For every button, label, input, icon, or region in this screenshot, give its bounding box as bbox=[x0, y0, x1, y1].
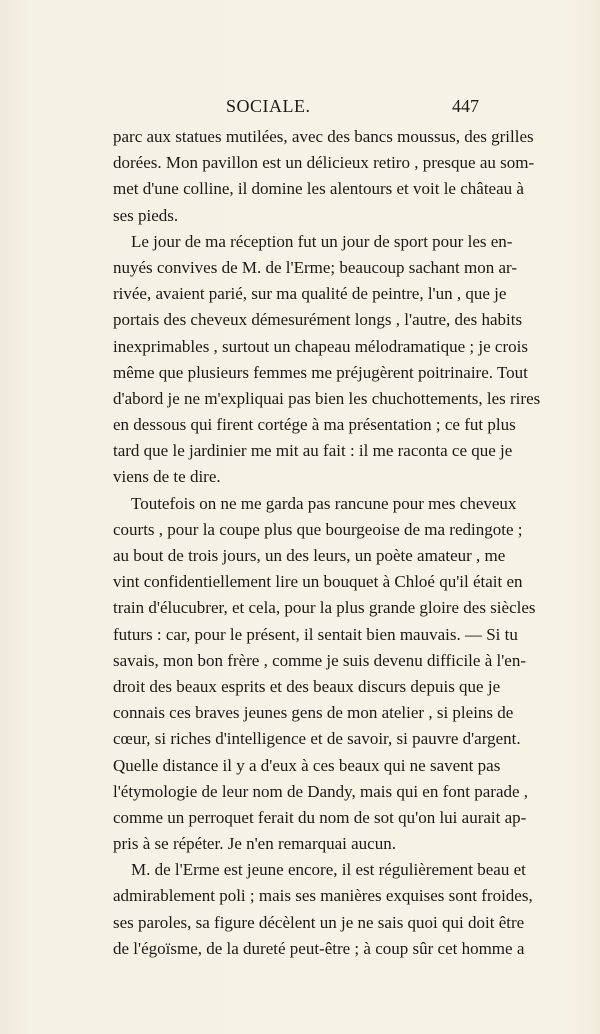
text-line: au bout de trois jours, un des leurs, un poète amateur , me bbox=[113, 546, 506, 565]
body-text bbox=[113, 124, 541, 962]
text-line: ses pieds. bbox=[113, 205, 179, 225]
text-line: admirablement poli ; mais ses manières exquises sont froides, bbox=[113, 886, 533, 906]
running-title: SOCIALE. bbox=[226, 96, 311, 116]
text-line: rivée, avaient parié, sur ma qualité de peintre, l'un , que je bbox=[113, 284, 507, 304]
text-line: pris à se répéter. Je n'en remarquai aucun. bbox=[113, 834, 396, 854]
text-line: connais ces braves jeunes gens de mon atelier , si pleins de bbox=[113, 703, 514, 723]
text-line: ses paroles, sa figure décèlent un je ne sais quoi qui doit être bbox=[113, 912, 525, 932]
text-line: dorées. Mon pavillon est un délicieux retiro , presque au som- bbox=[113, 153, 535, 173]
paragraph bbox=[113, 857, 533, 962]
text-line: Le jour de ma réception fut un jour de sport pour les en- bbox=[131, 231, 513, 251]
text-line: tard que le jardinier me mit au fait : il me raconta ce que je bbox=[113, 441, 513, 461]
text-line: savais, mon bon frère , comme je suis devenu difficile à l'en- bbox=[113, 650, 526, 670]
text-line: nuyés convives de M. de l'Erme; beaucoup sachant mon ar- bbox=[113, 257, 517, 277]
text-line: cœur, si riches d'intelligence et de savoir, si pauvre d'argent. bbox=[113, 729, 521, 749]
text-line: droit des beaux esprits et des beaux discurs depuis que je bbox=[113, 676, 501, 696]
paragraph bbox=[113, 229, 541, 491]
text-line: l'étymologie de leur nom de Dandy, mais qui en font parade , bbox=[113, 781, 529, 801]
text-line: Toutefois on ne me garda pas rancune pour mes cheveux bbox=[131, 493, 517, 513]
text-line: d'abord je ne m'expliquai pas bien les chuchottements, les rires bbox=[113, 388, 541, 408]
text-line: parc aux statues mutilées, avec des bancs moussus, des grilles bbox=[113, 127, 534, 146]
paragraph bbox=[113, 124, 535, 229]
page-number: 447 bbox=[452, 96, 479, 116]
text-line: portais des cheveux démesurément longs , l'autre, des habits bbox=[113, 310, 523, 330]
text-line: en dessous qui firent cortége à ma présentation ; ce fut plus bbox=[113, 415, 516, 435]
text-line: Quelle distance il y a d'eux à ces beaux qui ne savent pas bbox=[113, 755, 501, 775]
text-line: courts , pour la coupe plus que bourgeoise de ma redingote ; bbox=[113, 519, 523, 539]
paragraph bbox=[113, 491, 536, 858]
text-line: même que plusieurs femmes me préjugèrent poitrinaire. Tout bbox=[113, 362, 528, 382]
text-line: viens de te dire. bbox=[113, 467, 221, 487]
text-line: comme un perroquet ferait du nom de sot qu'on lui aurait ap- bbox=[113, 807, 527, 827]
text-line: train d'élucubrer, et cela, pour la plus grande gloire des siècles bbox=[113, 598, 536, 618]
text-line: M. de l'Erme est jeune encore, il est régulièrement beau et bbox=[131, 860, 526, 880]
page-header bbox=[0, 96, 600, 122]
text-line: met d'une colline, il domine les alentours et voit le château à bbox=[113, 179, 524, 199]
text-line: vint confidentiellement lire un bouquet à Chloé qu'il était en bbox=[113, 572, 523, 592]
text-line: futurs : car, pour le présent, il sentait bien mauvais. — Si tu bbox=[113, 624, 518, 644]
text-line: inexprimables , surtout un chapeau mélodramatique ; je crois bbox=[113, 336, 528, 356]
text-line: de l'égoïsme, de la dureté peut-être ; à coup sûr cet homme a bbox=[113, 938, 525, 958]
